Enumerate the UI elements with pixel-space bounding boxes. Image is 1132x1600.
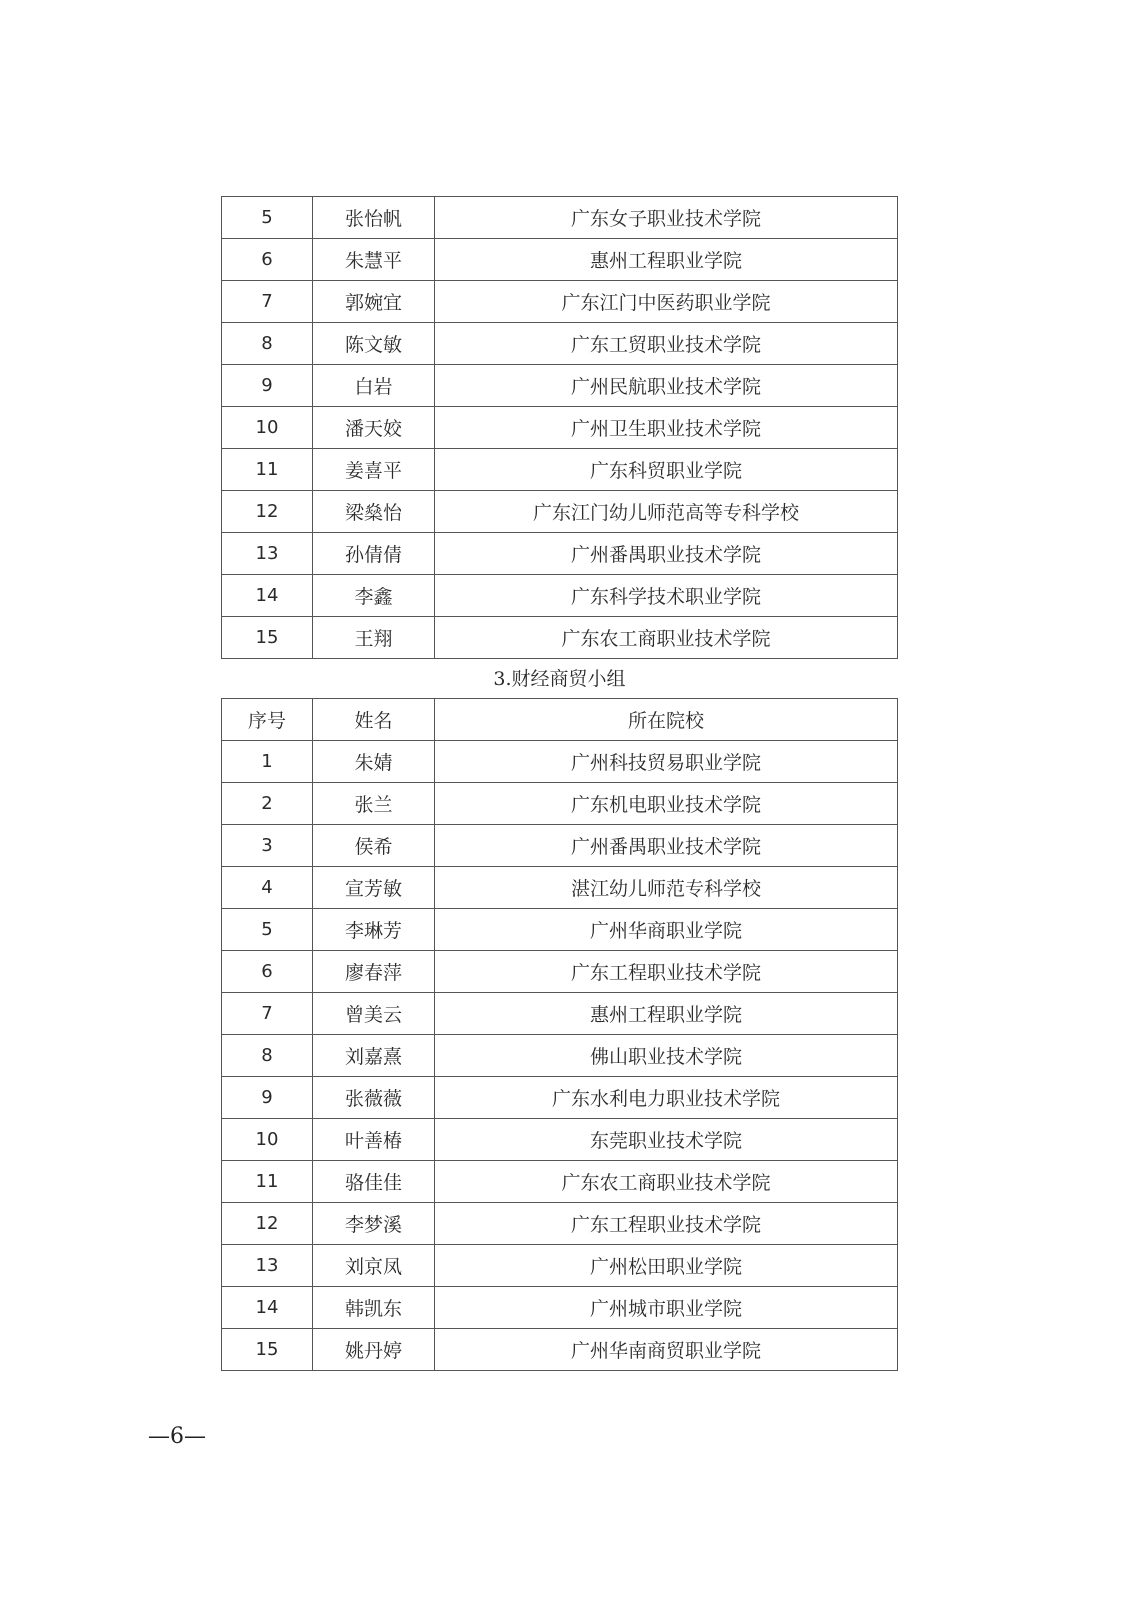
table-row — [222, 239, 898, 281]
table-row — [222, 1329, 898, 1371]
table-row — [222, 491, 898, 533]
table-row — [222, 281, 898, 323]
cell-name: 刘嘉熹 — [313, 1035, 435, 1077]
cell-no: 1 — [222, 741, 313, 783]
cell-school: 东莞职业技术学院 — [435, 1119, 898, 1161]
cell-no: 15 — [222, 617, 313, 659]
cell-school: 广州松田职业学院 — [435, 1245, 898, 1287]
cell-school: 惠州工程职业学院 — [435, 239, 898, 281]
cell-school: 广东机电职业技术学院 — [435, 783, 898, 825]
cell-name: 骆佳佳 — [313, 1161, 435, 1203]
cell-school: 广州卫生职业技术学院 — [435, 407, 898, 449]
cell-no: 15 — [222, 1329, 313, 1371]
cell-name: 朱婧 — [313, 741, 435, 783]
cell-no: 9 — [222, 1077, 313, 1119]
cell-school: 广东工贸职业技术学院 — [435, 323, 898, 365]
table-row — [222, 867, 898, 909]
cell-name: 韩凯东 — [313, 1287, 435, 1329]
cell-no: 2 — [222, 783, 313, 825]
cell-name: 刘京凤 — [313, 1245, 435, 1287]
cell-school: 广东水利电力职业技术学院 — [435, 1077, 898, 1119]
cell-school: 广州华南商贸职业学院 — [435, 1329, 898, 1371]
table-row — [222, 825, 898, 867]
cell-no: 3 — [222, 825, 313, 867]
table-row — [222, 1077, 898, 1119]
table-row — [222, 951, 898, 993]
cell-school: 广东江门幼儿师范高等专科学校 — [435, 491, 898, 533]
cell-school: 广东女子职业技术学院 — [435, 197, 898, 239]
table-row — [222, 1035, 898, 1077]
finance-trade-group-table — [221, 698, 898, 1371]
cell-name: 孙倩倩 — [313, 533, 435, 575]
cell-no: 6 — [222, 951, 313, 993]
header-school: 所在院校 — [435, 699, 898, 741]
cell-name: 宣芳敏 — [313, 867, 435, 909]
table-row — [222, 909, 898, 951]
cell-name: 侯希 — [313, 825, 435, 867]
table-row — [222, 407, 898, 449]
cell-no: 14 — [222, 575, 313, 617]
table-row — [222, 783, 898, 825]
cell-no: 8 — [222, 323, 313, 365]
cell-no: 7 — [222, 993, 313, 1035]
cell-name: 张怡帆 — [313, 197, 435, 239]
table-row — [222, 741, 898, 783]
table-row — [222, 1161, 898, 1203]
cell-name: 朱慧平 — [313, 239, 435, 281]
cell-name: 梁燊怡 — [313, 491, 435, 533]
cell-no: 14 — [222, 1287, 313, 1329]
table-header-row — [222, 699, 898, 741]
cell-school: 广东农工商职业技术学院 — [435, 617, 898, 659]
cell-name: 曾美云 — [313, 993, 435, 1035]
cell-school: 广东科学技术职业学院 — [435, 575, 898, 617]
header-name: 姓名 — [313, 699, 435, 741]
cell-name: 陈文敏 — [313, 323, 435, 365]
table-row — [222, 993, 898, 1035]
table-row — [222, 575, 898, 617]
cell-name: 张兰 — [313, 783, 435, 825]
table-row — [222, 1245, 898, 1287]
cell-school: 广州城市职业学院 — [435, 1287, 898, 1329]
cell-school: 广州番禺职业技术学院 — [435, 533, 898, 575]
cell-name: 白岩 — [313, 365, 435, 407]
cell-no: 7 — [222, 281, 313, 323]
cell-no: 11 — [222, 449, 313, 491]
cell-no: 12 — [222, 1203, 313, 1245]
cell-school: 广州民航职业技术学院 — [435, 365, 898, 407]
group-table-continued — [221, 196, 898, 659]
table-row — [222, 617, 898, 659]
table-row — [222, 365, 898, 407]
cell-school: 广东工程职业技术学院 — [435, 951, 898, 993]
cell-no: 5 — [222, 197, 313, 239]
cell-name: 叶善椿 — [313, 1119, 435, 1161]
cell-school: 广东江门中医药职业学院 — [435, 281, 898, 323]
cell-name: 李鑫 — [313, 575, 435, 617]
page-number: —6— — [148, 1424, 206, 1449]
cell-no: 10 — [222, 1119, 313, 1161]
cell-name: 张薇薇 — [313, 1077, 435, 1119]
cell-no: 8 — [222, 1035, 313, 1077]
cell-no: 12 — [222, 491, 313, 533]
cell-no: 10 — [222, 407, 313, 449]
table-row — [222, 449, 898, 491]
cell-no: 9 — [222, 365, 313, 407]
cell-name: 郭婉宜 — [313, 281, 435, 323]
table-row — [222, 1119, 898, 1161]
cell-name: 姜喜平 — [313, 449, 435, 491]
cell-no: 13 — [222, 1245, 313, 1287]
cell-school: 广州华商职业学院 — [435, 909, 898, 951]
cell-name: 潘天姣 — [313, 407, 435, 449]
table-row — [222, 1287, 898, 1329]
cell-no: 11 — [222, 1161, 313, 1203]
cell-name: 姚丹婷 — [313, 1329, 435, 1371]
cell-school: 广州番禺职业技术学院 — [435, 825, 898, 867]
cell-no: 5 — [222, 909, 313, 951]
table-row — [222, 323, 898, 365]
section-title: 3.财经商贸小组 — [493, 668, 626, 690]
cell-name: 廖春萍 — [313, 951, 435, 993]
cell-no: 6 — [222, 239, 313, 281]
table-row — [222, 1203, 898, 1245]
cell-school: 广东科贸职业学院 — [435, 449, 898, 491]
header-no: 序号 — [222, 699, 313, 741]
table-row — [222, 197, 898, 239]
cell-school: 广东工程职业技术学院 — [435, 1203, 898, 1245]
cell-name: 王翔 — [313, 617, 435, 659]
cell-name: 李琳芳 — [313, 909, 435, 951]
cell-no: 4 — [222, 867, 313, 909]
cell-name: 李梦溪 — [313, 1203, 435, 1245]
cell-school: 湛江幼儿师范专科学校 — [435, 867, 898, 909]
cell-no: 13 — [222, 533, 313, 575]
cell-school: 惠州工程职业学院 — [435, 993, 898, 1035]
table-row — [222, 533, 898, 575]
cell-school: 广东农工商职业技术学院 — [435, 1161, 898, 1203]
cell-school: 广州科技贸易职业学院 — [435, 741, 898, 783]
cell-school: 佛山职业技术学院 — [435, 1035, 898, 1077]
